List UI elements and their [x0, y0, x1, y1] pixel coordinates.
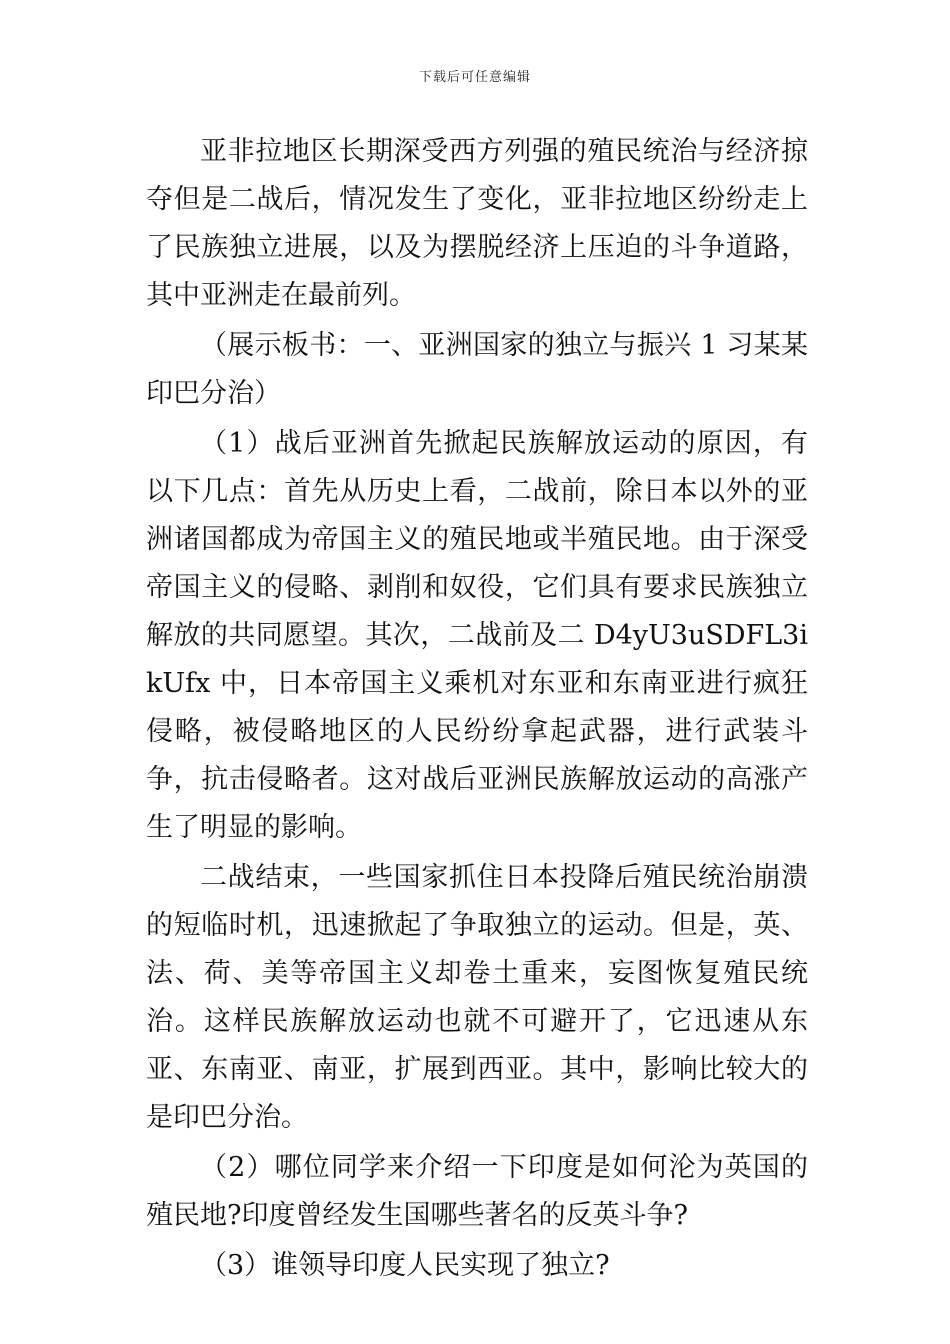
- paragraph-intro: 亚非拉地区长期深受西方列强的殖民统治与经济掠夺但是二战后，情况发生了变化，亚非拉地区纷纷走上了民族独立进展，以及为摆脱经济上压迫的斗争道路，其中亚洲走在最前列。: [146, 136, 808, 311]
- page-header: 下载后可任意编辑: [418, 70, 531, 85]
- paragraph-reasons: （1）战后亚洲首先掀起民族解放运动的原因，有以下几点：首先从历史上看，二战前，除日本以外的亚洲诸国都成为帝国主义的殖民地或半殖民地。由于深受帝国主义的侵略、剥削和奴役，它们具有要求民族独立解放的共同愿望。其次，二战前及二 D4yU3uSDFL3ikUfx 中，日本帝国主义乘机对东亚和东南亚进行疯狂侵略，被侵略地区的人民纷纷拿起武器，进行武装斗争，抗击侵略者。这对战后亚洲民族解放运动的高涨产生了明显的影响。: [146, 428, 808, 843]
- paragraph-question-2: （2）哪位同学来介绍一下印度是如何沦为英国的殖民地?印度曾经发生国哪些著名的反英斗争?: [146, 1152, 808, 1231]
- paragraph-question-3: （3）谁领导印度人民实现了独立?: [200, 1250, 610, 1281]
- document-body: [146, 128, 808, 1290]
- paragraph-postwar: 二战结束，一些国家抓住日本投降后殖民统治崩溃的短临时机，迅速掀起了争取独立的运动。但是，英、法、荷、美等帝国主义却卷土重来，妄图恢复殖民统治。这样民族解放运动也就不可避开了，它迅速从东亚、东南亚、南亚，扩展到西亚。其中，影响比较大的是印巴分治。: [146, 862, 808, 1133]
- paragraph-board-note: （展示板书：一、亚洲国家的独立与振兴 1 习某某印巴分治）: [146, 330, 808, 409]
